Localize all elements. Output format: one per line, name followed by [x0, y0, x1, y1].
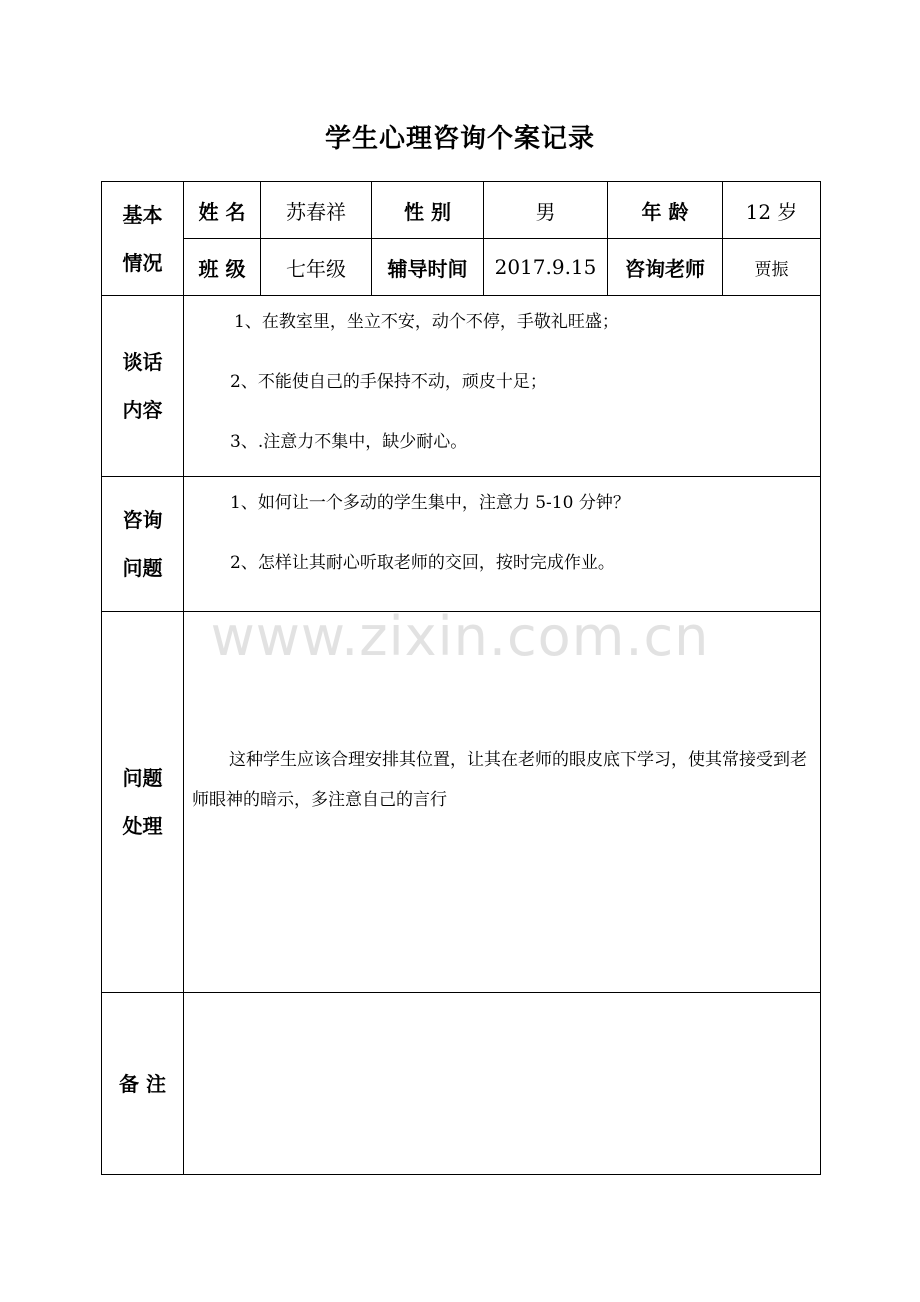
class-value: 七年级 [261, 239, 372, 296]
talk-item: 3、.注意力不集中，缺少耐心。 [230, 432, 468, 452]
age-value: 12 岁 [723, 182, 821, 239]
gender-value: 男 [484, 182, 608, 239]
talk-item: 2、不能使自己的手保持不动，顽皮十足； [230, 372, 547, 392]
talk-row [102, 296, 821, 477]
remarks-label: 备 注 [102, 993, 184, 1175]
talk-content-cell [184, 296, 821, 477]
question-item: 1、如何让一个多动的学生集中，注意力 5-10 分钟？ [230, 493, 630, 513]
talk-section-label [102, 296, 184, 477]
page-title: 学生心理咨询个案记录 [324, 124, 595, 154]
question-item: 2、怎样让其耐心听取老师的交回，按时完成作业。 [230, 553, 615, 573]
basic-label-line2: 情况 [122, 250, 163, 275]
time-label: 辅导时间 [372, 239, 484, 296]
watermark: www.zixin.com.cn [210, 605, 710, 668]
talk-label-line2: 内容 [122, 398, 163, 422]
basic-row-2 [102, 239, 821, 296]
handling-content-cell [184, 612, 821, 993]
question-content-cell [184, 477, 821, 612]
handling-label-line2: 处理 [122, 814, 163, 838]
question-row [102, 477, 821, 612]
talk-label-line1: 谈话 [122, 350, 163, 374]
handling-text: 这种学生应该合理安排其位置，让其在老师的眼皮底下学习，使其常接受到老师眼神的暗示，多注意自己的言行 [192, 750, 807, 810]
talk-item: 1、在教室里，坐立不安，动个不停，手敬礼旺盛； [234, 312, 619, 332]
time-value: 2017.9.15 [484, 239, 608, 296]
name-value: 苏春祥 [261, 182, 372, 239]
question-section-label [102, 477, 184, 612]
basic-label-line1: 基本 [122, 202, 163, 227]
age-label: 年 龄 [608, 182, 723, 239]
question-label-line1: 咨询 [122, 508, 163, 532]
class-label: 班 级 [184, 239, 261, 296]
handling-row [102, 612, 821, 993]
teacher-value: 贾振 [723, 239, 821, 296]
handling-section-label [102, 612, 184, 993]
basic-row-1 [102, 182, 821, 239]
gender-label: 性 别 [372, 182, 484, 239]
name-label: 姓 名 [184, 182, 261, 239]
question-label-line2: 问题 [122, 556, 163, 580]
handling-label-line1: 问题 [122, 766, 163, 790]
basic-section-label [102, 182, 184, 296]
remarks-content-cell [184, 993, 821, 1175]
teacher-label: 咨询老师 [608, 239, 723, 296]
record-table [101, 181, 821, 1175]
remarks-row [102, 993, 821, 1175]
